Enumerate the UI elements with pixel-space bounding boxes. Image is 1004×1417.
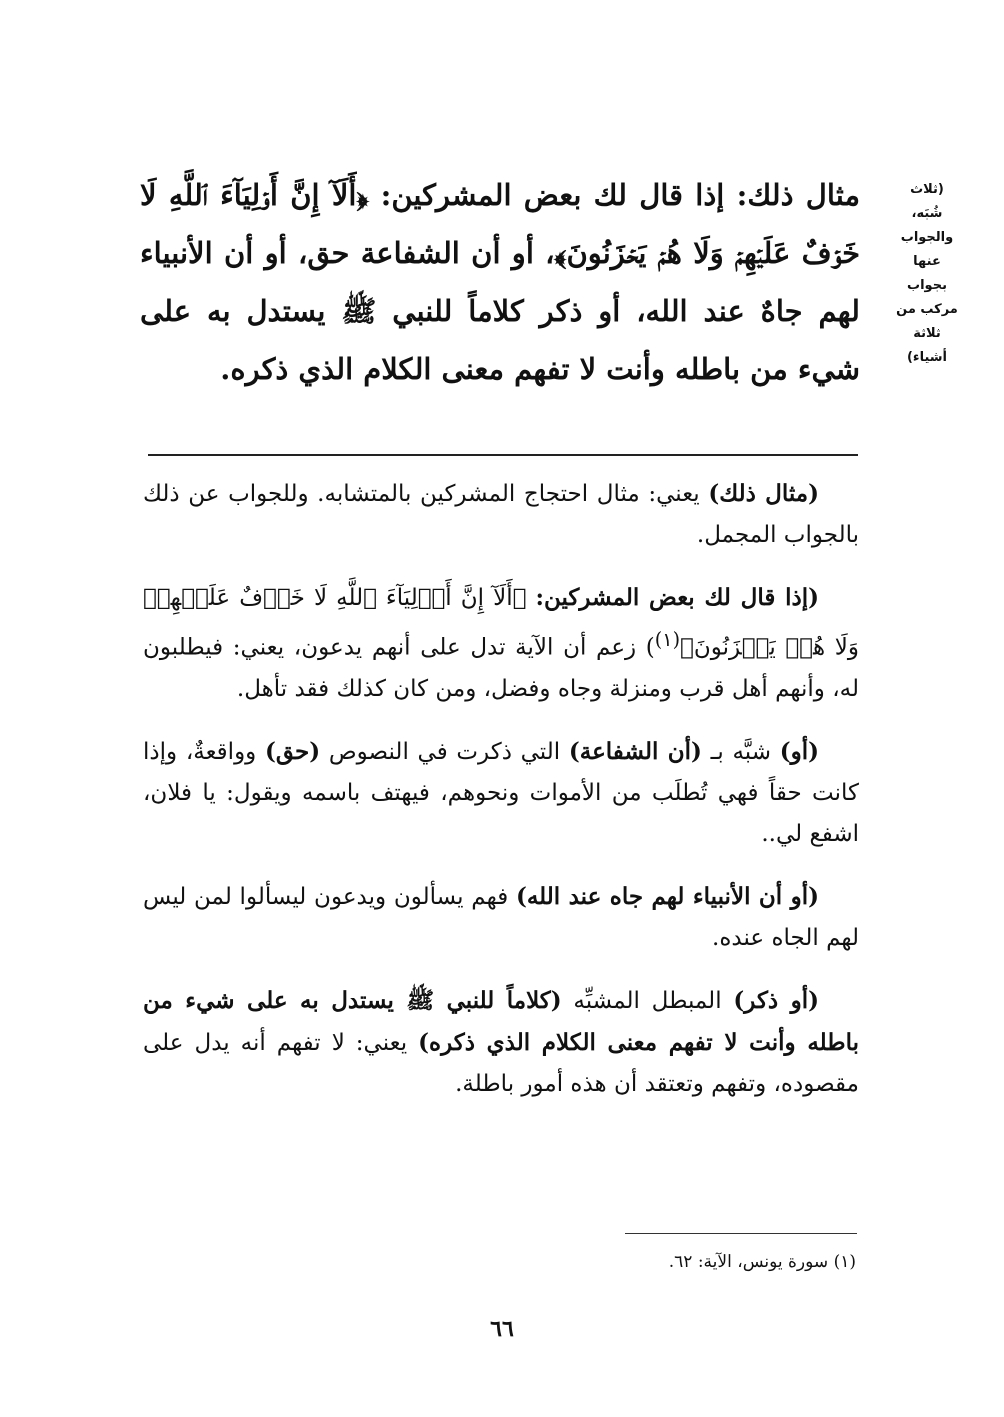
- commentary-text: المبطل المشبِّه: [561, 987, 734, 1014]
- quoted-phrase: (إذا قال لك بعض المشركين:: [535, 584, 819, 611]
- commentary: [143, 473, 859, 1126]
- commentary-paragraph: [143, 473, 859, 556]
- quoted-phrase: (مثال ذلك): [708, 480, 819, 507]
- commentary-text: يعني: مثال احتجاج المشركين بالمتشابه. وللجواب عن ذلك بالجواب المجمل.: [143, 481, 859, 548]
- commentary-text: يعني: لا تفهم أنه يدل على مقصوده، وتفهم وتعتقد أن هذه أمور باطلة.: [143, 1029, 859, 1097]
- footnote-ref: (١): [654, 628, 681, 651]
- quoted-phrase: (أو ذكر): [733, 986, 819, 1014]
- section-divider: [148, 454, 858, 456]
- footnote-divider: [625, 1233, 857, 1234]
- main-text: مثال ذلك: إذا قال لك بعض المشركين: ﴿أَلَآ إِنَّ أَوۡلِيَآءَ ٱللَّهِ لَا خَوۡفٌ عَلَيۡهِمۡ وَلَا هُمۡ يَحۡزَنُونَ﴾، أو أن الشفاعة حق، أو أن الأنبياء لهم جاهٌ عند الله، أو ذكر كلاماً للنبي ﷺ يستدل به على شيء من باطله وأنت لا تفهم معنى الكلام الذي ذكره.: [140, 178, 860, 386]
- margin-note-line: مركب من: [896, 302, 958, 317]
- margin-note-line: والجواب: [900, 230, 954, 245]
- commentary-paragraph: [143, 731, 859, 855]
- quoted-phrase: (أو أن الأنبياء لهم جاه عند الله): [515, 882, 819, 910]
- commentary-text: التي ذكرت في النصوص: [320, 738, 569, 765]
- quoted-phrase: (أن الشفاعة): [568, 737, 702, 765]
- margin-note-line: عنها: [913, 254, 941, 269]
- quoted-phrase: (كلاماً للنبي ﷺ يستدل به على شيء من باطله وأنت لا تفهم معنى الكلام الذي ذكره): [143, 986, 859, 1056]
- commentary-text: شبَّه بـ: [701, 738, 780, 765]
- commentary-paragraph: [143, 577, 859, 710]
- margin-note: [896, 178, 958, 370]
- margin-note-line: ثلاثة: [913, 326, 941, 341]
- margin-note-line: (ثلاث: [910, 182, 944, 197]
- margin-note-line: أشياء): [906, 350, 947, 365]
- margin-note-line: شُبَه،: [911, 206, 943, 221]
- commentary-paragraph: [143, 980, 859, 1105]
- quoted-phrase: (أو): [779, 737, 819, 765]
- commentary-text: وواقعةٌ، وإذا كانت حقاً فهي تُطلَب من الأموات ونحوهم، فيهتف باسمه ويقول: يا فلان، اشفع لي..: [143, 738, 859, 847]
- commentary-text: ) زعم أن الآية تدل على أنهم يدعون، يعني: فيطلبون له، وأنهم أهل قرب ومنزلة وجاه وفضل، ومن كان كذلك فقد تأهل.: [143, 634, 859, 702]
- commentary-text: فهم يسألون ويدعون ليسألوا لمن ليس لهم الجاه عنده.: [143, 883, 859, 951]
- page-number: ٦٦: [490, 1316, 514, 1342]
- quoted-phrase: (حق): [264, 737, 321, 765]
- quran-verse: ﴿أَلَآ إِنَّ أَوۡلِيَآءَ ٱللَّهِ لَا خَوۡفٌ عَلَيۡهِمۡ وَلَا هُمۡ يَحۡزَنُونَ﴾: [143, 585, 859, 661]
- footnote: (١) سورة يونس، الآية: ٦٢.: [668, 1252, 856, 1272]
- margin-note-line: بجواب: [907, 278, 947, 293]
- commentary-paragraph: [143, 876, 859, 959]
